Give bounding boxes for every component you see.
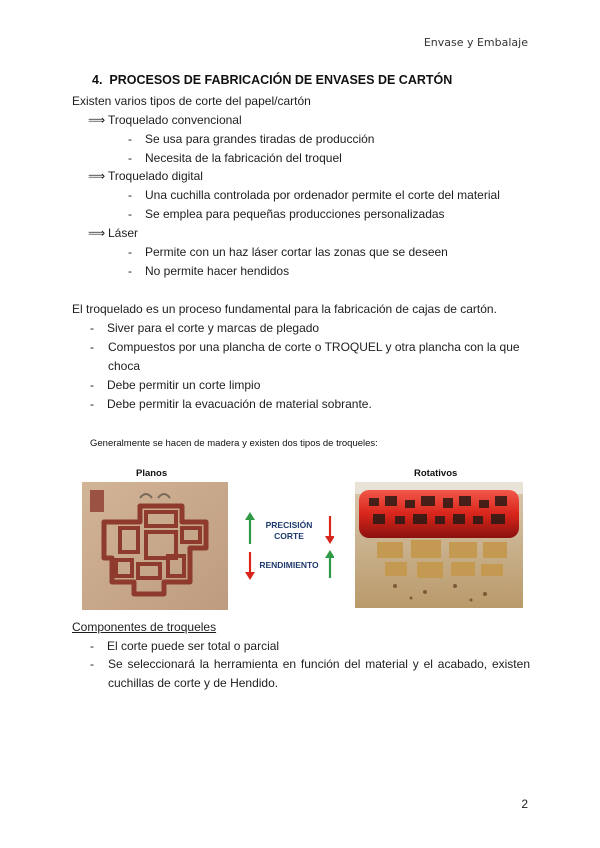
list-item: - Se emplea para pequeñas producciones personalizadas <box>128 207 445 221</box>
metric-precision: PRECISIÓN CORTE <box>265 520 313 541</box>
label-rotativos: Rotativos <box>414 468 458 479</box>
list-item: - Se seleccionará la herramienta en función del material y el acabado, existen cuchillas de corte y de Hendido. <box>90 657 530 690</box>
flat-die-image <box>82 482 228 610</box>
section-title: PROCESOS DE FABRICACIÓN DE ENVASES DE CARTÓN <box>109 73 453 87</box>
rotary-die-image <box>355 482 523 608</box>
cut-type-laser <box>88 224 138 243</box>
components-heading: Componentes de troqueles <box>72 620 217 634</box>
list-item: - No permite hacer hendidos <box>128 264 290 278</box>
metric-performance: RENDIMIENTO <box>259 560 319 570</box>
running-header: Envase y Embalaje <box>423 36 528 49</box>
section-heading <box>92 73 452 87</box>
implies-arrow-icon: ⟹ <box>88 226 106 240</box>
label-planos: Planos <box>136 468 168 479</box>
intro-paragraph: Existen varios tipos de corte del papel/cartón <box>72 94 311 108</box>
cut-type-label: Troquelado convencional <box>108 113 242 127</box>
list-item: - Necesita de la fabricación del troquel <box>128 151 342 165</box>
cut-type-digital <box>88 167 203 186</box>
list-item: - Compuestos por una plancha de corte o TROQUEL y otra plancha con la que choca <box>90 340 520 373</box>
figure-caption: Generalmente se hacen de madera y existen dos tipos de troqueles: <box>90 438 378 449</box>
list-item: - Se usa para grandes tiradas de producción <box>128 132 375 146</box>
cut-type-conventional <box>88 111 242 130</box>
troquelado-paragraph: El troquelado es un proceso fundamental para la fabricación de cajas de cartón. <box>72 302 497 316</box>
list-item: - Debe permitir la evacuación de material sobrante. <box>90 397 372 411</box>
list-item: - El corte puede ser total o parcial <box>90 639 280 653</box>
cut-type-label: Troquelado digital <box>108 169 203 183</box>
list-item: - Debe permitir un corte limpio <box>90 378 261 392</box>
list-item: - Siver para el corte y marcas de plegado <box>90 321 320 335</box>
cut-type-label: Láser <box>108 226 139 240</box>
section-number: 4. <box>92 73 103 87</box>
implies-arrow-icon: ⟹ <box>88 113 106 127</box>
page-number: 2 <box>521 797 528 811</box>
list-item: - Permite con un haz láser cortar las zonas que se deseen <box>128 245 448 259</box>
implies-arrow-icon: ⟹ <box>88 169 106 183</box>
list-item: - Una cuchilla controlada por ordenador permite el corte del material <box>128 188 500 202</box>
